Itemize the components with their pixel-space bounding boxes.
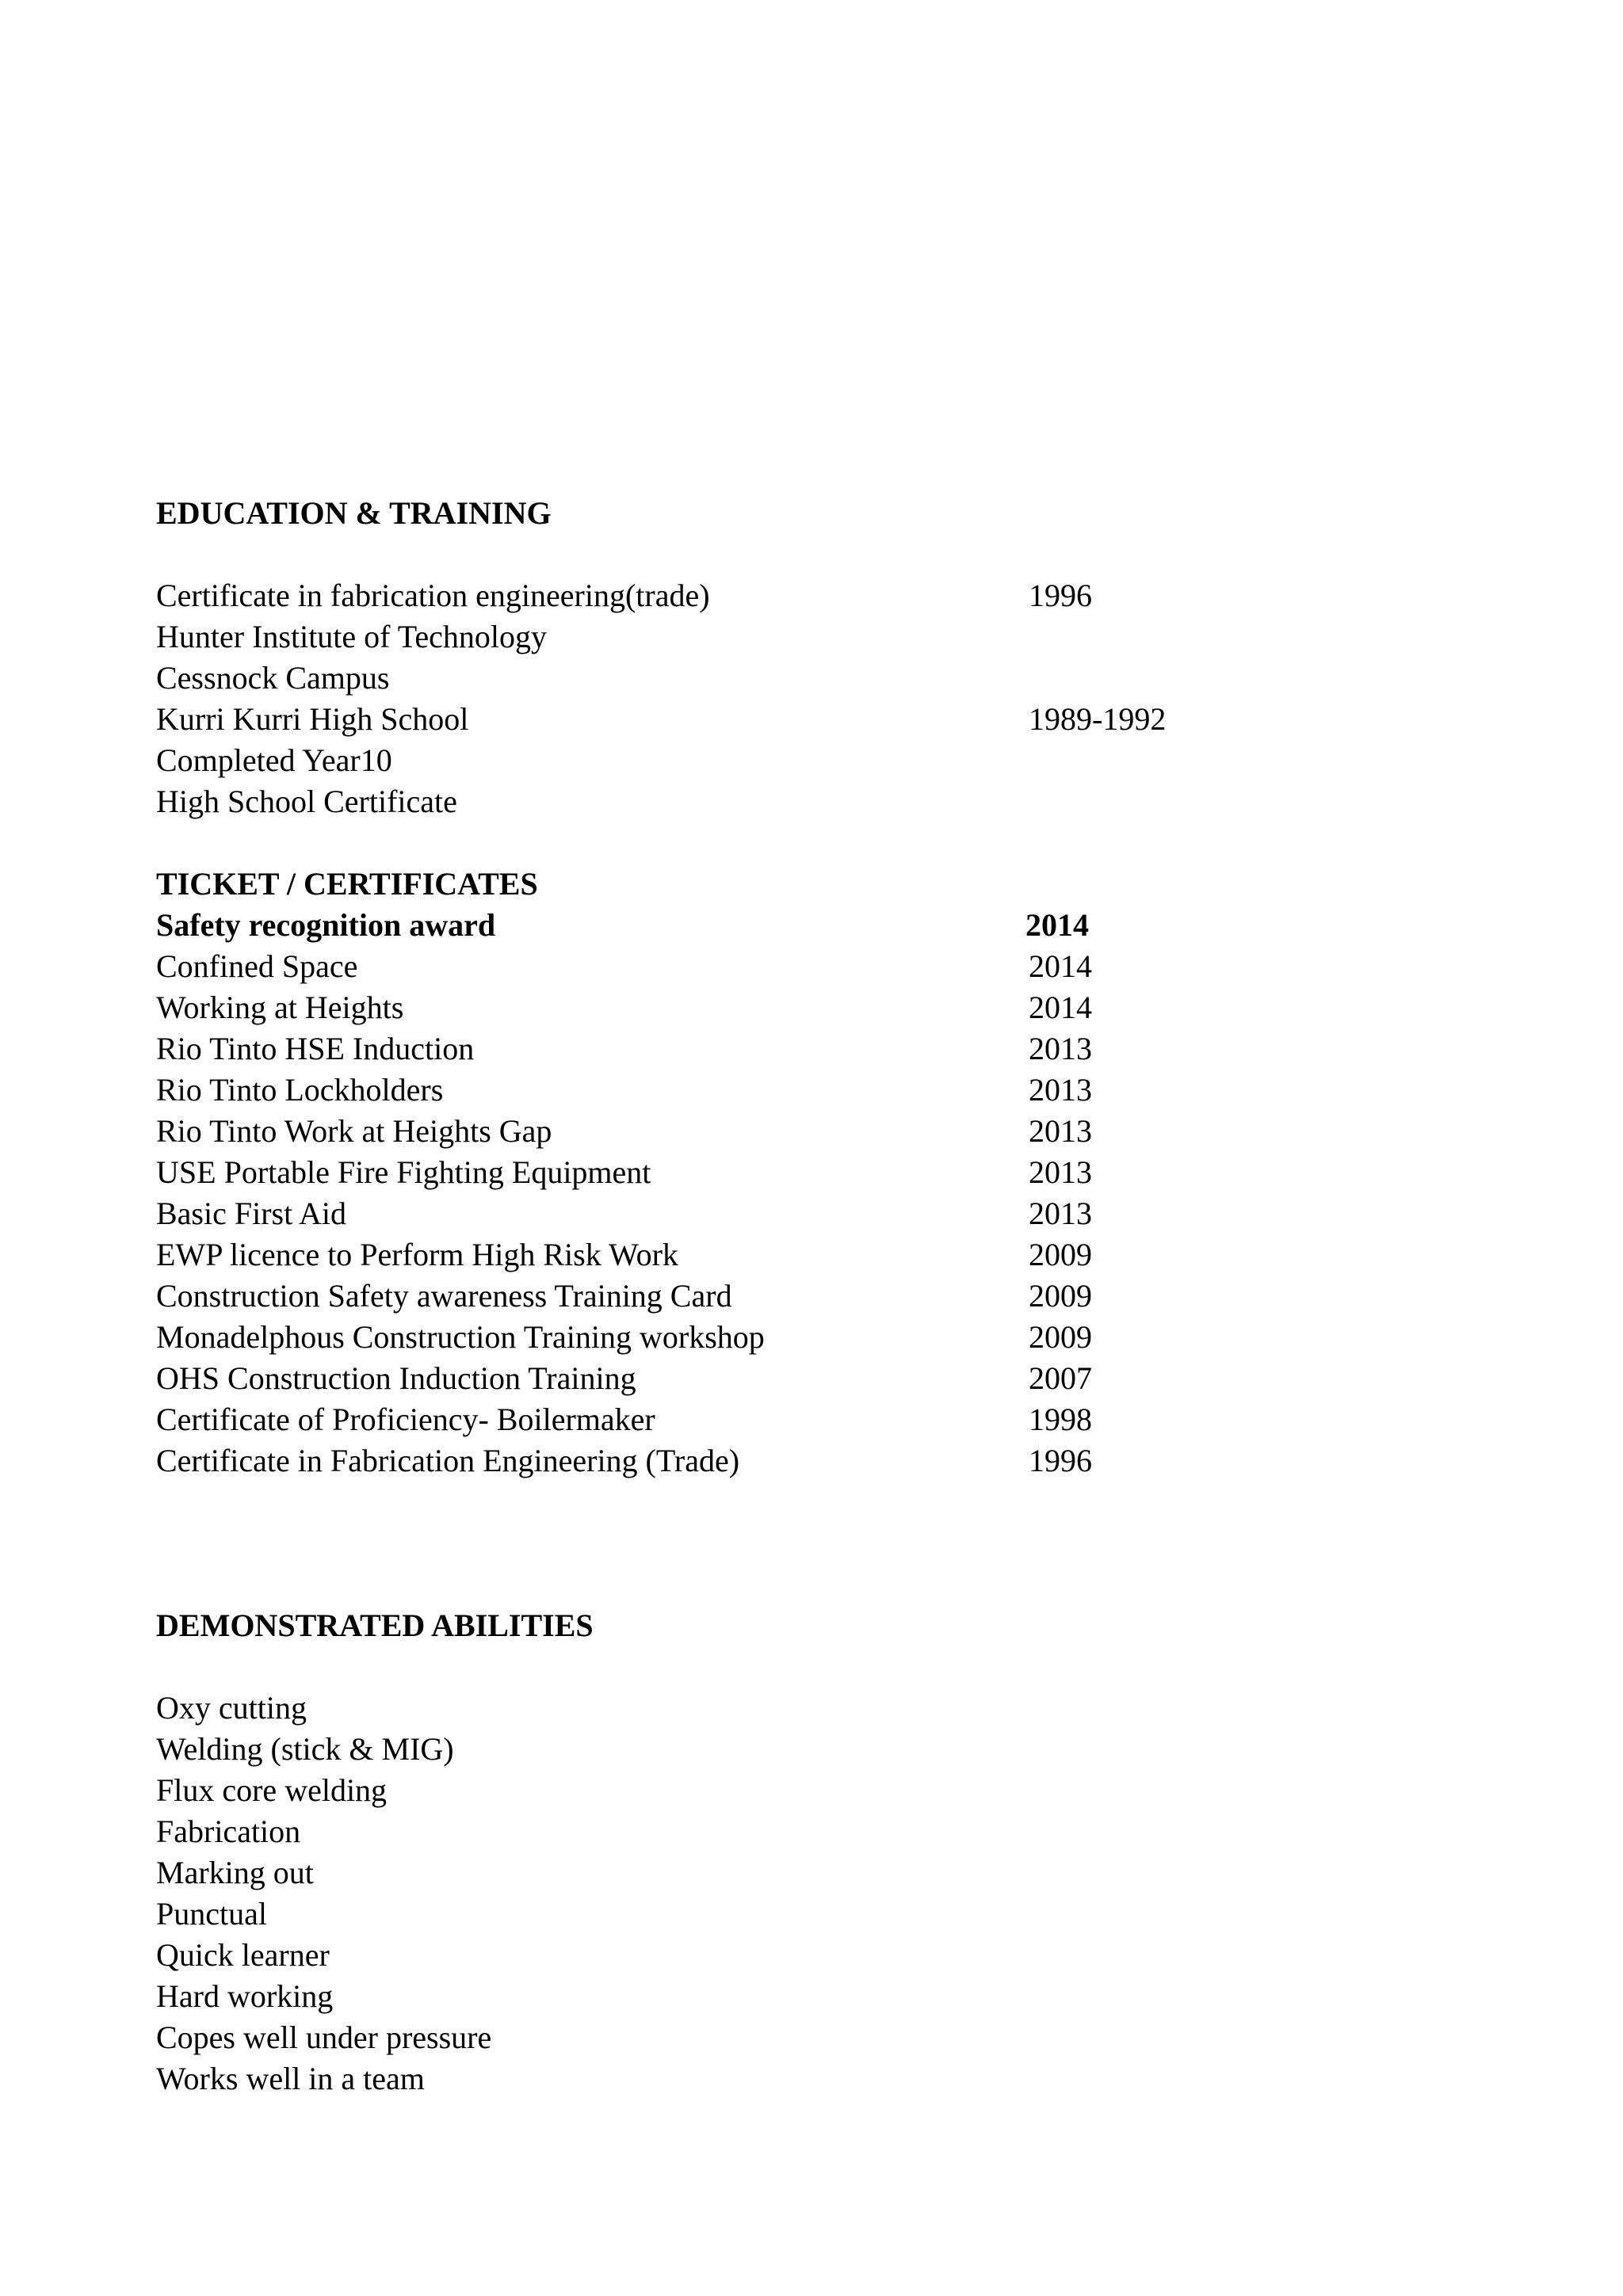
- ability-item: Marking out: [156, 1855, 314, 1890]
- education-year: 1989-1992: [1029, 701, 1167, 737]
- ticket-name: Monadelphous Construction Training workshop: [156, 1319, 765, 1355]
- ticket-name: Basic First Aid: [156, 1196, 347, 1231]
- education-line: Cessnock Campus: [156, 660, 390, 696]
- ticket-year: 2014: [1029, 948, 1092, 984]
- ability-item: Oxy cutting: [156, 1690, 307, 1726]
- education-line: Kurri Kurri High School: [156, 701, 469, 737]
- ticket-name: EWP licence to Perform High Risk Work: [156, 1237, 678, 1272]
- ticket-name: USE Portable Fire Fighting Equipment: [156, 1154, 651, 1190]
- ticket-name: Certificate in Fabrication Engineering (Trade): [156, 1443, 740, 1478]
- ticket-year: 2013: [1029, 1154, 1092, 1190]
- ticket-year: 1996: [1029, 1443, 1092, 1478]
- education-line: Certificate in fabrication engineering(trade): [156, 578, 710, 613]
- ability-item: Fabrication: [156, 1814, 301, 1849]
- ability-item: Hard working: [156, 1978, 334, 2014]
- ticket-year: 2014: [1025, 907, 1089, 943]
- ticket-name: Certificate of Proficiency- Boilermaker: [156, 1402, 655, 1437]
- ticket-name: Rio Tinto HSE Induction: [156, 1031, 475, 1066]
- education-line: Completed Year10: [156, 742, 392, 778]
- ticket-name: Confined Space: [156, 948, 358, 984]
- ticket-year: 2014: [1029, 990, 1092, 1025]
- ticket-year: 2009: [1029, 1319, 1092, 1355]
- ability-item: Punctual: [156, 1896, 267, 1932]
- ability-item: Works well in a team: [156, 2061, 425, 2096]
- ability-item: Flux core welding: [156, 1772, 388, 1808]
- ticket-year: 1998: [1029, 1402, 1092, 1437]
- ticket-year: 2009: [1029, 1278, 1092, 1314]
- ticket-year: 2013: [1029, 1031, 1092, 1066]
- ticket-year: 2007: [1029, 1360, 1092, 1396]
- ticket-year: 2013: [1029, 1072, 1092, 1108]
- ticket-name: Rio Tinto Lockholders: [156, 1072, 444, 1108]
- ticket-name: Rio Tinto Work at Heights Gap: [156, 1113, 552, 1149]
- ticket-year: 2013: [1029, 1113, 1092, 1149]
- ability-item: Welding (stick & MIG): [156, 1731, 454, 1767]
- ticket-year: 2013: [1029, 1196, 1092, 1231]
- ticket-name: OHS Construction Induction Training: [156, 1360, 636, 1396]
- ability-item: Quick learner: [156, 1937, 330, 1973]
- education-line: Hunter Institute of Technology: [156, 619, 548, 654]
- education-heading: EDUCATION & TRAINING: [156, 495, 552, 531]
- ticket-name: Safety recognition award: [156, 907, 496, 943]
- tickets-heading: TICKET / CERTIFICATES: [156, 866, 538, 902]
- education-line: High School Certificate: [156, 784, 457, 819]
- ticket-year: 2009: [1029, 1237, 1092, 1272]
- ticket-name: Construction Safety awareness Training Card: [156, 1278, 732, 1314]
- education-year: 1996: [1029, 578, 1092, 613]
- ability-item: Copes well under pressure: [156, 2019, 492, 2055]
- abilities-heading: DEMONSTRATED ABILITIES: [156, 1608, 594, 1643]
- ticket-name: Working at Heights: [156, 990, 404, 1025]
